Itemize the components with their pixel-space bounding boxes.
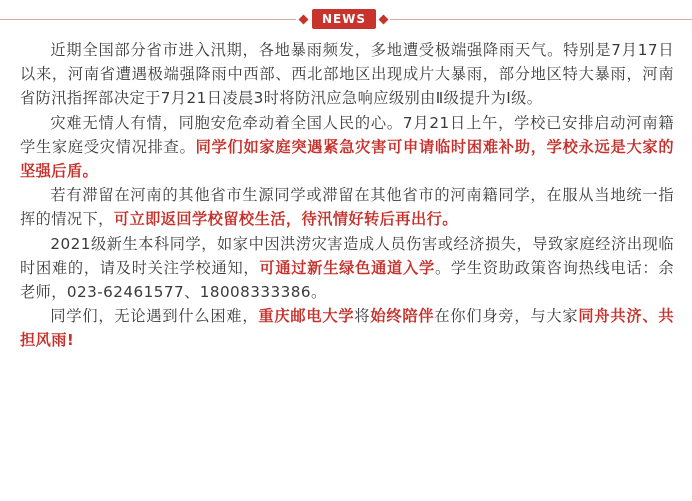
paragraph-4 <box>20 232 674 305</box>
paragraph-text: 同学们，无论遇到什么困难， <box>50 307 259 326</box>
paragraph-5 <box>20 304 674 352</box>
paragraph-3 <box>20 183 674 231</box>
university-name: 重庆邮电大学 <box>258 307 355 326</box>
divider-line-left <box>0 19 296 20</box>
paragraph-text: 将 <box>354 307 371 326</box>
highlighted-text: 可通过新生绿色通道入学 <box>259 258 435 277</box>
highlighted-text: 同舟共济、共担风雨! <box>20 307 674 350</box>
paragraph-text: 2021级新生本科同学，如家中因洪涝灾害造成人员伤害或经济损失，导致家庭经济出现临时困难的，请及时关注学校通知， <box>20 234 674 277</box>
paragraph-text: 在你们身旁，与大家 <box>434 307 579 326</box>
paragraph-text: 。学生资助政策咨询热线电话：余老师，023-62461577、18008333386。 <box>20 258 675 302</box>
divider-line-right <box>390 19 692 20</box>
paragraph-text: 若有滞留在河南的其他省市生源同学或滞留在其他省市的河南籍同学，在服从当地统一指挥的情况下， <box>20 186 674 229</box>
paragraph-text: 近期全国部分省市进入汛期，各地暴雨频发，多地遭受极端强降雨天气。特别是7月17日以来，河南省遭遇极端强降雨中西部、西北部地区出现成片大暴雨，部分地区特大暴雨，河南省防汛指挥部决定于7月21日凌晨3时将防汛应急响应级别由Ⅱ级提升为Ⅰ级。 <box>20 41 674 108</box>
news-header <box>0 0 692 40</box>
diamond-icon-left <box>299 15 309 25</box>
article-body <box>20 38 674 353</box>
diamond-icon-right <box>379 15 389 25</box>
highlighted-text: 同学们如家庭突遇紧急灾害可申请临时困难补助，学校永远是大家的坚强后盾。 <box>20 137 675 181</box>
highlighted-text: 始终陪伴 <box>370 307 435 326</box>
paragraph-text: 灾难无情人有情，同胞安危牵动着全国人民的心。7月21日上午，学校已安排启动河南籍学生家庭受灾情况排查。 <box>20 113 674 156</box>
news-badge: NEWS <box>312 9 376 29</box>
paragraph-2 <box>20 111 674 184</box>
paragraph-1 <box>20 38 674 111</box>
highlighted-text: 可立即返回学校留校生活，待汛情好转后再出行。 <box>113 210 458 229</box>
